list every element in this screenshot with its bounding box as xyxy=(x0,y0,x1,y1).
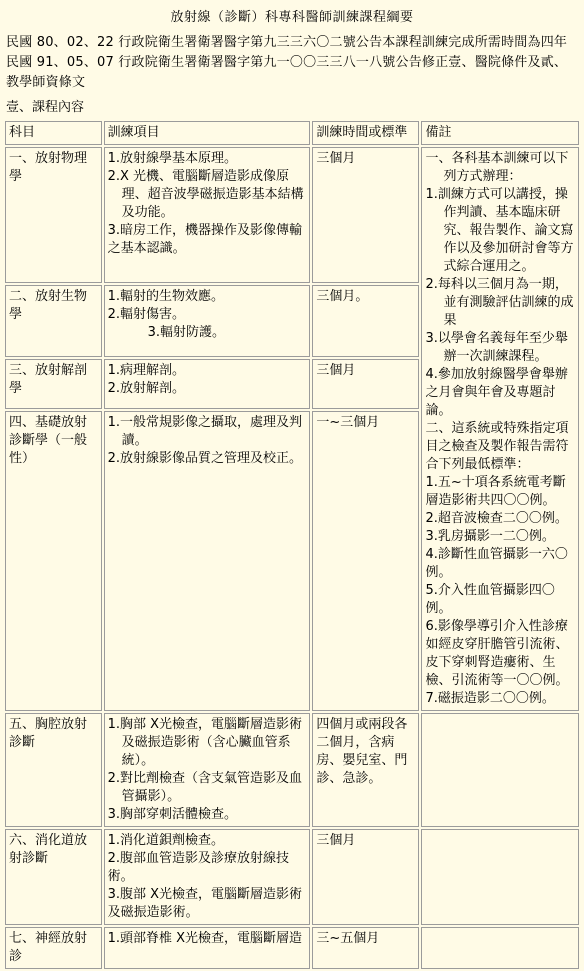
row-duration: 四個月或兩段各二個月，含病房、嬰兒室、門診、急診。 xyxy=(312,713,419,827)
notes-cell xyxy=(421,147,579,711)
row-subject: 四、基礎放射診斷學（一般性） xyxy=(5,411,102,711)
item-text: 1.一般常規影像之攝取，處理及判讀。 xyxy=(107,415,302,448)
item-text: 3.腹部 X光檢查，電腦斷層造影術及磁振造影術。 xyxy=(107,887,303,920)
row-duration: 三個月 xyxy=(312,147,419,283)
table-row xyxy=(5,927,579,969)
item-text: 1.輻射的生物效應。 xyxy=(107,289,224,305)
row-items xyxy=(104,285,311,357)
note-line: 2.每科以三個月為一期，並有測驗評估訓練的成果 xyxy=(425,277,574,328)
row-items xyxy=(104,411,311,711)
row-items xyxy=(104,147,311,283)
note-line: 3.乳房攝影一二〇例。 xyxy=(425,529,555,544)
note-line: 一、各科基本訓練可以下列方式辦理： xyxy=(425,151,569,184)
row-subject: 二、放射生物學 xyxy=(5,285,102,357)
item-text: 1.消化道鋇劑檢查。 xyxy=(107,833,224,848)
note-line: 3.以學會名義每年至少舉辦一次訓練課程。 xyxy=(425,331,568,364)
row-subject: 一、放射物理學 xyxy=(5,147,102,283)
empty-notes-cell xyxy=(421,829,579,925)
row-duration: 三個月 xyxy=(312,829,419,925)
header-notes: 備註 xyxy=(421,121,579,145)
note-line: 2.超音波檢查二〇〇例。 xyxy=(425,511,568,526)
item-text: 2.放射解剖。 xyxy=(107,380,185,396)
header-items: 訓練項目 xyxy=(104,121,311,145)
note-line: 7.磁振造影二〇〇例。 xyxy=(425,691,555,706)
table-row xyxy=(5,147,579,283)
item-text: 2.X 光機、電腦斷層造影成像原理、超音波學磁振造影基本結構及功能。 xyxy=(107,169,304,220)
note-line: 4.參加放射線醫學會舉辦之月會與年會及專題討論。 xyxy=(425,367,568,418)
note-line: 1.訓練方式可以講授，操作判讀、基本臨床研究、報告製作、論文寫作以及參加研討會等方式綜合運用之。 xyxy=(425,187,574,274)
notice-block xyxy=(0,27,584,93)
item-text: 3.輻射防護。 xyxy=(147,325,225,341)
header-subject: 科目 xyxy=(5,121,102,145)
note-line: 二、這系統或特殊指定項目之檢查及製作報告需符合下列最低標準： xyxy=(425,421,569,472)
notice-line: 民國 80、02、22 行政院衛生署衛署醫字第九三三六〇二號公告本課程訓練完成所需時間為四年 xyxy=(6,35,568,50)
item-text: 2.輻射傷害。 xyxy=(107,307,185,323)
header-duration: 訓練時間或標準 xyxy=(312,121,419,145)
empty-notes-cell xyxy=(421,713,579,827)
note-line: 4.診斷性血管攝影一六〇例。 xyxy=(425,547,568,580)
document-title: 放射線（診斷）科專科醫師訓練課程綱要 xyxy=(170,10,414,25)
course-table xyxy=(3,119,581,971)
note-line: 5.介入性血管攝影四〇例。 xyxy=(425,583,555,616)
row-subject: 三、放射解剖學 xyxy=(5,359,102,409)
row-duration: 一~三個月 xyxy=(312,411,419,711)
row-items xyxy=(104,359,311,409)
row-items xyxy=(104,927,311,969)
section-heading: 壹、課程內容 xyxy=(6,100,85,115)
row-duration: 三個月 xyxy=(312,359,419,409)
item-text: 1.放射線學基本原理。 xyxy=(107,151,237,166)
row-subject: 六、消化道放射診斷 xyxy=(5,829,102,925)
table-header-row xyxy=(5,121,579,145)
item-text: 3.暗房工作，機器操作及影像傳輸之基本認識。 xyxy=(107,223,302,256)
row-subject: 七、神經放射診 xyxy=(5,927,102,969)
item-text: 1.病理解剖。 xyxy=(107,362,185,378)
table-row xyxy=(5,829,579,925)
note-line: 6.影像學導引介入性診療如經皮穿肝膽管引流術、皮下穿刺腎造瘻術、生檢、引流術等一〇〇例。 xyxy=(425,619,569,688)
item-text: 2.對比劑檢查（含支氣管造影及血管攝影）。 xyxy=(107,771,302,804)
row-items xyxy=(104,713,311,827)
row-duration: 三~五個月 xyxy=(312,927,419,969)
note-line: 1.五~十項各系統電考斷層造影術共四〇〇例。 xyxy=(425,475,566,508)
notice-line: 民國 91、05、07 行政院衛生署衛署醫字第九一〇〇三三八一八號公告修正壹、醫院條件及貳、教學師資條文 xyxy=(6,55,568,90)
row-items xyxy=(104,829,311,925)
row-subject: 五、胸腔放射診斷 xyxy=(5,713,102,827)
table-row xyxy=(5,713,579,827)
empty-notes-cell xyxy=(421,927,579,969)
item-text: 1.頭部脊椎 X光檢查，電腦斷層造 xyxy=(107,931,303,946)
row-duration: 三個月。 xyxy=(312,285,419,357)
item-text: 2.腹部血管造影及診療放射線技術。 xyxy=(107,851,289,884)
item-text: 3.胸部穿刺活體檢查。 xyxy=(107,807,237,822)
item-text: 2.放射線影像品質之管理及校正。 xyxy=(107,451,302,466)
item-text: 1.胸部 X光檢查，電腦斷層造影術及磁振造影術（含心臟血管系統）。 xyxy=(107,717,303,768)
